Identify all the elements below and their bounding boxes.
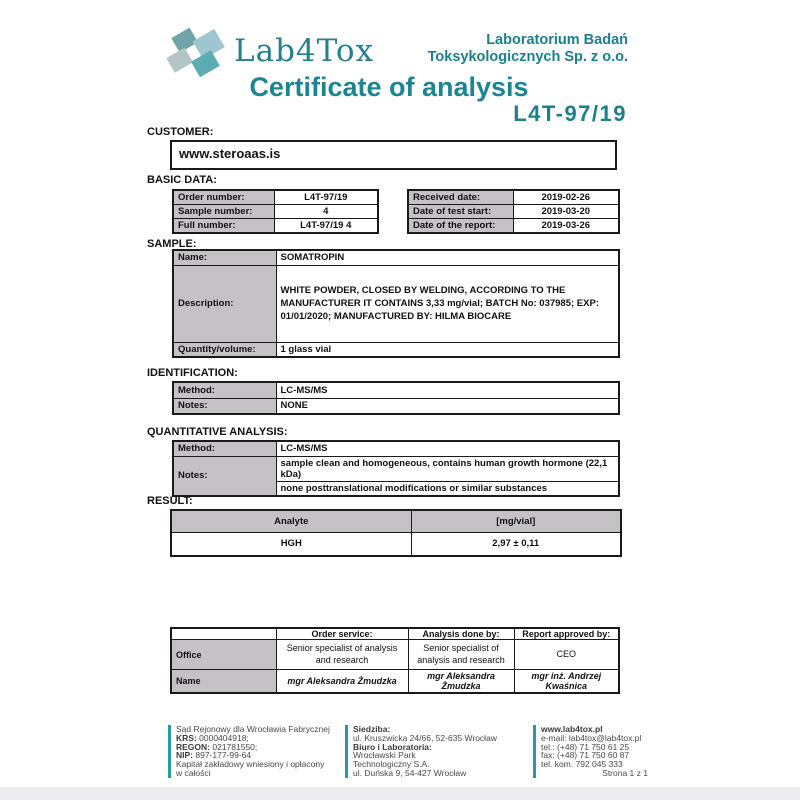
page-number: Strona 1 z 1 <box>602 767 648 778</box>
footer-line: www.lab4tox.pl <box>541 724 603 734</box>
footer-address-column <box>345 725 521 778</box>
cell-value: 2019-03-26 <box>513 219 619 234</box>
identification-table <box>172 381 620 415</box>
customer-section-label: CUSTOMER: <box>147 126 214 138</box>
table-row <box>173 382 619 398</box>
cell-value: LC-MS/MS <box>276 441 619 456</box>
org-line1: Laboratorium Badań <box>486 32 628 48</box>
table-row <box>408 190 619 205</box>
footer-registry-column <box>168 725 344 778</box>
cell-label: Full number: <box>173 219 274 234</box>
table-row <box>173 190 378 205</box>
certificate-title: Certificate of analysis <box>249 72 529 102</box>
cell-value: NONE <box>276 398 619 414</box>
result-section-label: RESULT: <box>147 495 193 507</box>
footer-line: w całości <box>176 767 211 778</box>
cell-value: 2019-02-26 <box>513 190 619 205</box>
footer-line: Kapitał zakładowy wniesiony i opłacony <box>176 759 325 770</box>
footer-line: Technologiczny S.A. <box>353 759 430 770</box>
footer-line: Sąd Rejonowy dla Wrocławia Fabrycznej <box>176 724 330 734</box>
cell-label: Office <box>171 640 276 670</box>
approval-table <box>170 627 620 694</box>
customer-box <box>170 140 617 170</box>
footer-line: fax: (+48) 71 750 60 87 <box>541 750 630 761</box>
quantitative-table <box>172 440 620 497</box>
cell-value: L4T-97/19 <box>274 190 378 205</box>
table-row <box>173 456 619 481</box>
cell-value: LC-MS/MS <box>276 382 619 398</box>
cell-label: Date of the report: <box>408 219 513 234</box>
basic-data-section-label: BASIC DATA: <box>147 174 217 186</box>
table-row <box>171 670 619 694</box>
cell-label: Notes: <box>173 456 276 496</box>
footer-line: Siedziba: <box>353 724 391 734</box>
approval-header-approved-by: Report approved by: <box>514 628 619 640</box>
cell-label: Received date: <box>408 190 513 205</box>
table-row <box>173 441 619 456</box>
table-row <box>171 532 621 556</box>
table-row <box>408 205 619 219</box>
logo-text: Lab4Tox <box>234 33 375 69</box>
table-row <box>408 219 619 234</box>
cell-value: 1 glass vial <box>276 342 619 357</box>
scan-edge-strip <box>0 787 800 800</box>
table-header-row <box>171 510 621 532</box>
approval-empty-header <box>171 628 276 640</box>
result-col-analyte-header: Analyte <box>171 510 411 532</box>
cell-value: sample clean and homogeneous, contains human growth hormone (22,1 kDa) <box>276 456 619 481</box>
cell-value: WHITE POWDER, CLOSED BY WELDING, ACCORDING TO THE MANUFACTURER IT CONTAINS 3,33 mg/vial; BATCH No: 037985; EXP: 01/01/2020; MANUFACTURED BY: HILMA BIOCARE <box>276 265 619 342</box>
footer-line: KRS: 0000404918; <box>176 732 249 743</box>
sample-table <box>172 249 620 358</box>
result-analyte: HGH <box>171 532 411 556</box>
cell-value: 2019-03-20 <box>513 205 619 219</box>
cell-label: Notes: <box>173 398 276 414</box>
result-value: 2,97 ± 0,11 <box>411 532 621 556</box>
cell-value: none posttranslational modifications or similar substances <box>276 481 619 496</box>
document-number: L4T-97/19 <box>513 101 627 126</box>
cell-label: Order number: <box>173 190 274 205</box>
table-row <box>173 265 619 342</box>
table-row <box>171 640 619 670</box>
cell-label: Quantity/volume: <box>173 342 276 357</box>
cell-value: L4T-97/19 4 <box>274 219 378 234</box>
approval-office-2: Senior specialist of analysis and research <box>408 640 514 670</box>
cell-label: Name: <box>173 250 276 265</box>
footer-line: REGON: 021781550; <box>176 741 258 752</box>
approval-header-order-service: Order service: <box>276 628 408 640</box>
identification-section-label: IDENTIFICATION: <box>147 367 238 379</box>
cell-label: Description: <box>173 265 276 342</box>
table-row <box>173 398 619 414</box>
approval-name-1: mgr Aleksandra Żmudzka <box>276 670 408 694</box>
approval-header-analysis-by: Analysis done by: <box>408 628 514 640</box>
footer-line: tel.: (+48) 71 750 61 25 <box>541 741 630 752</box>
cell-label: Name <box>171 670 276 694</box>
footer-line: ul. Kruszwicka 24/66, 52-635 Wrocław <box>353 732 497 743</box>
table-row <box>173 205 378 219</box>
footer-line: NIP: 897-177-99-64 <box>176 750 252 761</box>
table-row <box>173 219 378 234</box>
customer-value: www.steroaas.is <box>179 146 281 161</box>
basic-data-table-left <box>172 189 379 234</box>
footer-contact-column <box>533 725 648 778</box>
approval-office-1: Senior specialist of analysis and research <box>276 640 408 670</box>
approval-name-2: mgr Aleksandra Żmudzka <box>408 670 514 694</box>
footer-line: ul. Duńska 9, 54-427 Wrocław <box>353 767 467 778</box>
cell-label: Method: <box>173 441 276 456</box>
footer-line: e-mail: lab4tox@lab4tox.pl <box>541 732 642 743</box>
footer-line: Wrocławski Park <box>353 750 416 761</box>
cell-label: Date of test start: <box>408 205 513 219</box>
table-row <box>173 250 619 265</box>
cell-label: Sample number: <box>173 205 274 219</box>
sample-section-label: SAMPLE: <box>147 238 197 250</box>
organization-name <box>428 32 628 66</box>
result-col-unit-header: [mg/vial] <box>411 510 621 532</box>
result-table <box>170 509 622 557</box>
table-row <box>173 342 619 357</box>
cell-value: SOMATROPIN <box>276 250 619 265</box>
cell-label: Method: <box>173 382 276 398</box>
approval-office-3: CEO <box>514 640 619 670</box>
footer-line: Biuro i Laboratoria: <box>353 741 432 752</box>
table-header-row <box>171 628 619 640</box>
org-line2: Toksykologicznych Sp. z o.o. <box>427 49 628 65</box>
cell-value: 4 <box>274 205 378 219</box>
quantitative-section-label: QUANTITATIVE ANALYSIS: <box>147 426 288 438</box>
basic-data-table-right <box>407 189 620 234</box>
footer-line: tel. kom. 792 045 333 <box>541 759 623 770</box>
approval-name-3: mgr inż. Andrzej Kwaśnica <box>514 670 619 694</box>
